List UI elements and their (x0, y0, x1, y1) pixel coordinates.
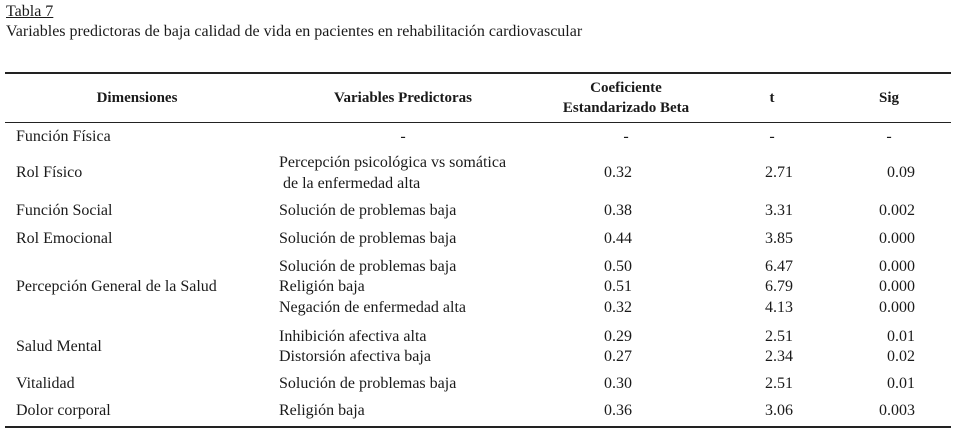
sig-cell: 0.000 (879, 258, 915, 275)
predictor-cell: Solución de problemas baja (279, 230, 457, 247)
header-beta-line1: Coeficiente (590, 80, 662, 96)
beta-cell: 0.38 (604, 202, 632, 219)
sig-cell: - (886, 128, 892, 145)
sig-cell: 0.003 (879, 402, 915, 419)
t-cell: - (769, 128, 775, 145)
sig-cell: 0.000 (879, 230, 915, 247)
predictor-cell: Religión baja (279, 278, 365, 295)
sig-cell: 0.01 (887, 328, 915, 345)
top-rule (5, 72, 951, 74)
sig-cell: 0.000 (879, 278, 915, 295)
beta-cell: 0.44 (604, 230, 632, 247)
row-dimension: Función Social (16, 202, 113, 219)
table-number: Tabla 7 (6, 3, 54, 20)
row-dimension: Rol Emocional (16, 230, 113, 247)
header-sig: Sig (878, 90, 900, 106)
predictor-cell: Percepción psicológica vs somática (279, 154, 507, 171)
beta-cell: 0.50 (604, 258, 632, 275)
beta-cell: 0.36 (604, 402, 632, 419)
predictor-cell: de la enfermedad alta (279, 175, 421, 192)
predictor-cell: Distorsión afectiva baja (279, 348, 431, 365)
predictor-cell: - (400, 128, 406, 145)
sig-cell: 0.002 (879, 202, 915, 219)
predictor-cell: Religión baja (279, 402, 365, 419)
beta-cell: 0.27 (604, 348, 632, 365)
sig-cell: 0.000 (879, 299, 915, 316)
sig-cell: 0.02 (887, 348, 915, 365)
t-cell: 3.85 (765, 230, 793, 247)
t-cell: 2.71 (765, 164, 793, 181)
predictor-cell: Solución de problemas baja (279, 202, 457, 219)
sig-cell: 0.01 (887, 375, 915, 392)
t-cell: 6.79 (765, 278, 793, 295)
row-dimension: Percepción General de la Salud (16, 278, 217, 295)
t-cell: 2.34 (765, 348, 793, 365)
table-caption (6, 2, 582, 42)
t-cell: 3.06 (765, 402, 793, 419)
row-dimension: Función Física (16, 128, 111, 145)
predictor-cell: Solución de problemas baja (279, 258, 457, 275)
header-predictors: Variables Predictoras (334, 90, 472, 106)
header-t: t (769, 90, 775, 106)
t-cell: 4.13 (765, 299, 793, 316)
predictor-cell: Inhibición afectiva alta (279, 328, 427, 345)
beta-cell: 0.51 (604, 278, 632, 295)
sig-cell: 0.09 (887, 164, 915, 181)
t-cell: 3.31 (765, 202, 793, 219)
row-dimension: Salud Mental (16, 338, 102, 355)
beta-cell: - (623, 128, 629, 145)
header-beta-line2: Estandarizado Beta (562, 100, 690, 116)
predictor-cell: Negación de enfermedad alta (279, 299, 467, 316)
beta-cell: 0.29 (604, 328, 632, 345)
beta-cell: 0.32 (604, 299, 632, 316)
beta-cell: 0.30 (604, 375, 632, 392)
t-cell: 2.51 (765, 328, 793, 345)
header-dimensions: Dimensiones (96, 90, 178, 106)
predictor-cell: Solución de problemas baja (279, 375, 457, 392)
beta-cell: 0.32 (604, 164, 632, 181)
row-dimension: Vitalidad (16, 375, 75, 392)
table-title: Variables predictoras de baja calidad de vida en pacientes en rehabilitación cardiovascular (6, 23, 583, 40)
row-dimension: Dolor corporal (16, 402, 111, 419)
t-cell: 2.51 (765, 375, 793, 392)
row-dimension: Rol Físico (16, 164, 83, 181)
bottom-rule (5, 426, 951, 428)
header-rule (5, 122, 951, 123)
t-cell: 6.47 (765, 258, 793, 275)
